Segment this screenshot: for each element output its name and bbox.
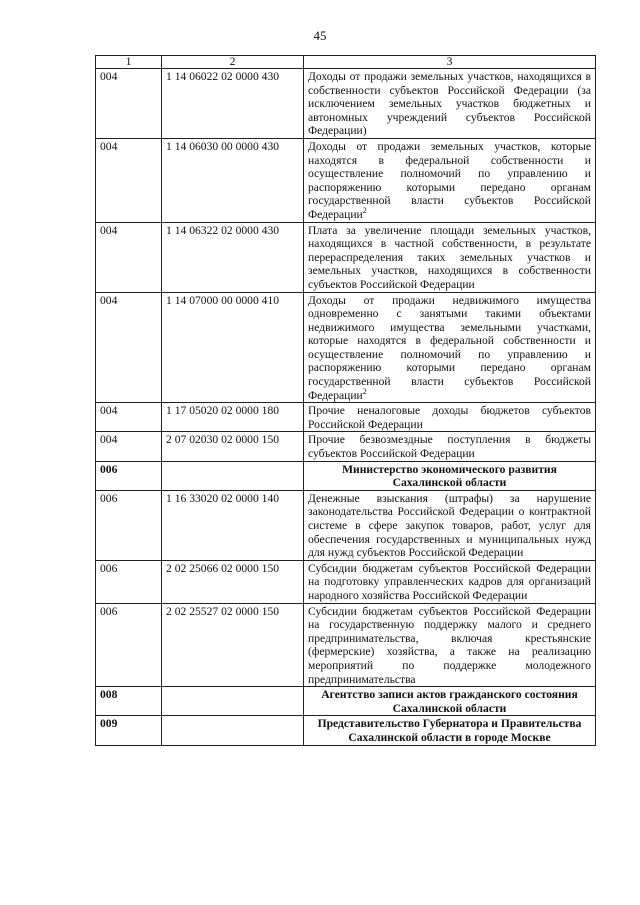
description-text: Доходы от продажи земельных участков, которые находятся в федеральной собственности и осуществление полномочий по управлению и распоряжению которыми передано органам государственной власти субъектов Российской Федерации — [308, 139, 591, 221]
description-text: Субсидии бюджетам субъектов Российской Федерации на государственную поддержку малого и среднего предпринимательства, включая крестьянские (фермерские) хозяйства, а также на реализацию мероприятий по поддержке молодежного предпринимательства — [308, 604, 591, 686]
column-header-2: 2 — [162, 56, 304, 69]
budget-code-cell: 2 02 25527 02 0000 150 — [162, 603, 304, 687]
table-row — [96, 138, 596, 222]
admin-code-cell: 008 — [96, 687, 162, 716]
description-text: Министерство экономического развития Сахалинской области — [342, 462, 557, 490]
description-text: Прочие неналоговые доходы бюджетов субъектов Российской Федерации — [308, 404, 591, 431]
admin-code-cell: 009 — [96, 716, 162, 745]
admin-code-cell: 004 — [96, 292, 162, 403]
description-cell — [304, 603, 596, 687]
footnote-marker: 2 — [362, 386, 367, 396]
description-cell — [304, 69, 596, 139]
table-row — [96, 403, 596, 432]
description-cell — [304, 138, 596, 222]
budget-code-cell: 1 17 05020 02 0000 180 — [162, 403, 304, 432]
footnote-marker: 2 — [362, 206, 367, 216]
description-text: Агентство записи актов гражданского состояния Сахалинской области — [321, 688, 578, 715]
description-text: Прочие безвозмездные поступления в бюджеты субъектов Российской Федерации — [308, 433, 591, 461]
column-header-3: 3 — [304, 56, 596, 69]
budget-code-cell: 1 16 33020 02 0000 140 — [162, 490, 304, 560]
description-text: Плата за увеличение площади земельных участков, находящихся в частной собственности, в результате перераспределения таких земельных участков и земельных участков, находящихся в собственности субъектов Российской Федерации — [308, 223, 591, 291]
admin-code-cell: 006 — [96, 603, 162, 687]
admin-code-cell: 006 — [96, 490, 162, 560]
admin-code-cell: 004 — [96, 403, 162, 432]
admin-code-cell: 006 — [96, 461, 162, 490]
table-row — [96, 603, 596, 687]
description-text: Представительство Губернатора и Правительства Сахалинской области в городе Москве — [317, 717, 582, 744]
description-cell — [304, 560, 596, 603]
description-cell — [304, 403, 596, 432]
table-row — [96, 222, 596, 292]
admin-code-cell: 004 — [96, 432, 162, 461]
table-section-row — [96, 461, 596, 490]
description-cell — [304, 222, 596, 292]
description-text: Денежные взыскания (штрафы) за нарушение законодательства Российской Федерации о контрактной системе в сфере закупок товаров, работ, услуг для обеспечения государственных и муниципальных нужд для нужд субъектов Российской Федерации — [308, 491, 591, 560]
budget-code-cell: 1 14 06022 02 0000 430 — [162, 69, 304, 139]
description-text: Субсидии бюджетам субъектов Российской Федерации на подготовку управленческих кадров для организаций народного хозяйства Российской Федерации — [308, 561, 591, 602]
admin-code-cell: 006 — [96, 560, 162, 603]
page-number: 45 — [313, 28, 327, 43]
table-section-row — [96, 687, 596, 716]
description-cell — [304, 432, 596, 461]
budget-classification-table — [95, 55, 596, 746]
column-header-1: 1 — [96, 56, 162, 69]
budget-code-cell: 1 14 07000 00 0000 410 — [162, 292, 304, 403]
budget-code-cell: 1 14 06030 00 0000 430 — [162, 138, 304, 222]
description-text: Доходы от продажи земельных участков, находящихся в собственности субъектов Российской Федерации (за исключением земельных участков бюджетных и автономных учреждений субъектов Российской Федерации) — [308, 70, 591, 138]
table-header-row — [96, 56, 596, 69]
admin-code-cell: 004 — [96, 222, 162, 292]
admin-code-cell: 004 — [96, 69, 162, 139]
table-row — [96, 490, 596, 560]
budget-code-cell — [162, 716, 304, 745]
budget-code-cell — [162, 687, 304, 716]
table-row — [96, 69, 596, 139]
budget-code-cell: 2 07 02030 02 0000 150 — [162, 432, 304, 461]
table-row — [96, 560, 596, 603]
description-cell — [304, 490, 596, 560]
description-cell — [304, 687, 596, 716]
table-row — [96, 292, 596, 403]
description-cell — [304, 292, 596, 403]
table-row — [96, 432, 596, 461]
budget-code-cell: 1 14 06322 02 0000 430 — [162, 222, 304, 292]
description-cell — [304, 461, 596, 490]
table-section-row — [96, 716, 596, 745]
budget-code-cell: 2 02 25066 02 0000 150 — [162, 560, 304, 603]
budget-code-cell — [162, 461, 304, 490]
description-cell — [304, 716, 596, 745]
admin-code-cell: 004 — [96, 138, 162, 222]
description-text: Доходы от продажи недвижимого имущества одновременно с занятыми такими объектами недвижимого имущества земельными участками, которые находятся в федеральной собственности и осуществление полномочий по управлению и распоряжению которыми передано органам государственной власти субъектов Российской Федерации — [308, 293, 591, 402]
